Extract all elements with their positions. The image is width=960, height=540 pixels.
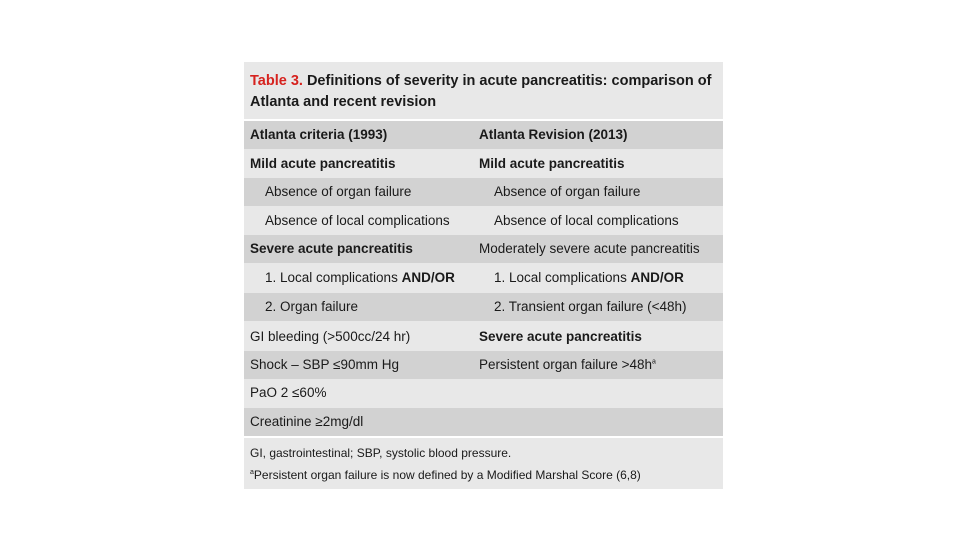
table-label: Table 3. [250,73,303,89]
table-title-text: Definitions of severity in acute pancreatitis: comparison of Atlanta and recent revision [250,73,712,110]
row-8-right-text: Persistent organ failure >48h [479,357,652,372]
table-row [244,351,723,379]
row-5-left [265,264,455,292]
table-panel [244,62,723,489]
row-5-right-text: 1. Local complications [494,270,631,285]
footnote-a-text: Persistent organ failure is now defined by a Modified Marshal Score (6,8) [253,468,641,482]
row-5-left-text: 1. Local complications [265,270,402,285]
table-row [244,150,723,178]
row-8-right-sup: a [651,358,656,366]
row-2-right: Absence of organ failure [494,184,641,199]
table-row [244,408,723,436]
row-8-right [479,351,656,379]
row-6-left: 2. Organ failure [265,299,359,314]
header-atlanta-1993: Atlanta criteria (1993) [250,127,388,142]
row-1-right: Mild acute pancreatitis [479,156,625,171]
row-9-left: PaO 2 ≤60% [250,385,327,400]
header-atlanta-2013: Atlanta Revision (2013) [479,127,628,142]
table-header-row [244,121,723,149]
row-7-left: GI bleeding (>500cc/24 hr) [250,329,411,344]
row-3-right: Absence of local complications [494,213,679,228]
table-title [250,71,716,113]
row-5-right [494,264,684,292]
row-5-right-bold: AND/OR [630,270,684,285]
table-row [244,235,723,263]
table-row [244,207,723,235]
row-7-right: Severe acute pancreatitis [479,329,642,344]
row-3-left: Absence of local complications [265,213,450,228]
table-row [244,379,723,407]
footnote-marker: a [250,469,254,476]
row-4-left: Severe acute pancreatitis [250,241,413,256]
table-row [244,293,723,321]
row-10-left: Creatinine ≥2mg/dl [250,414,364,429]
row-8-left: Shock – SBP ≤90mm Hg [250,357,399,372]
row-5-left-bold: AND/OR [401,270,455,285]
row-2-left: Absence of organ failure [265,184,412,199]
row-1-left: Mild acute pancreatitis [250,156,396,171]
divider [244,436,723,438]
table-row [244,264,723,292]
footnote-abbreviations: GI, gastrointestinal; SBP, systolic blood pressure. [250,446,512,460]
footnote-a [250,464,720,486]
table-row [244,178,723,206]
table-row [244,323,723,351]
row-4-right: Moderately severe acute pancreatitis [479,241,700,256]
row-6-right: 2. Transient organ failure (<48h) [494,299,687,314]
